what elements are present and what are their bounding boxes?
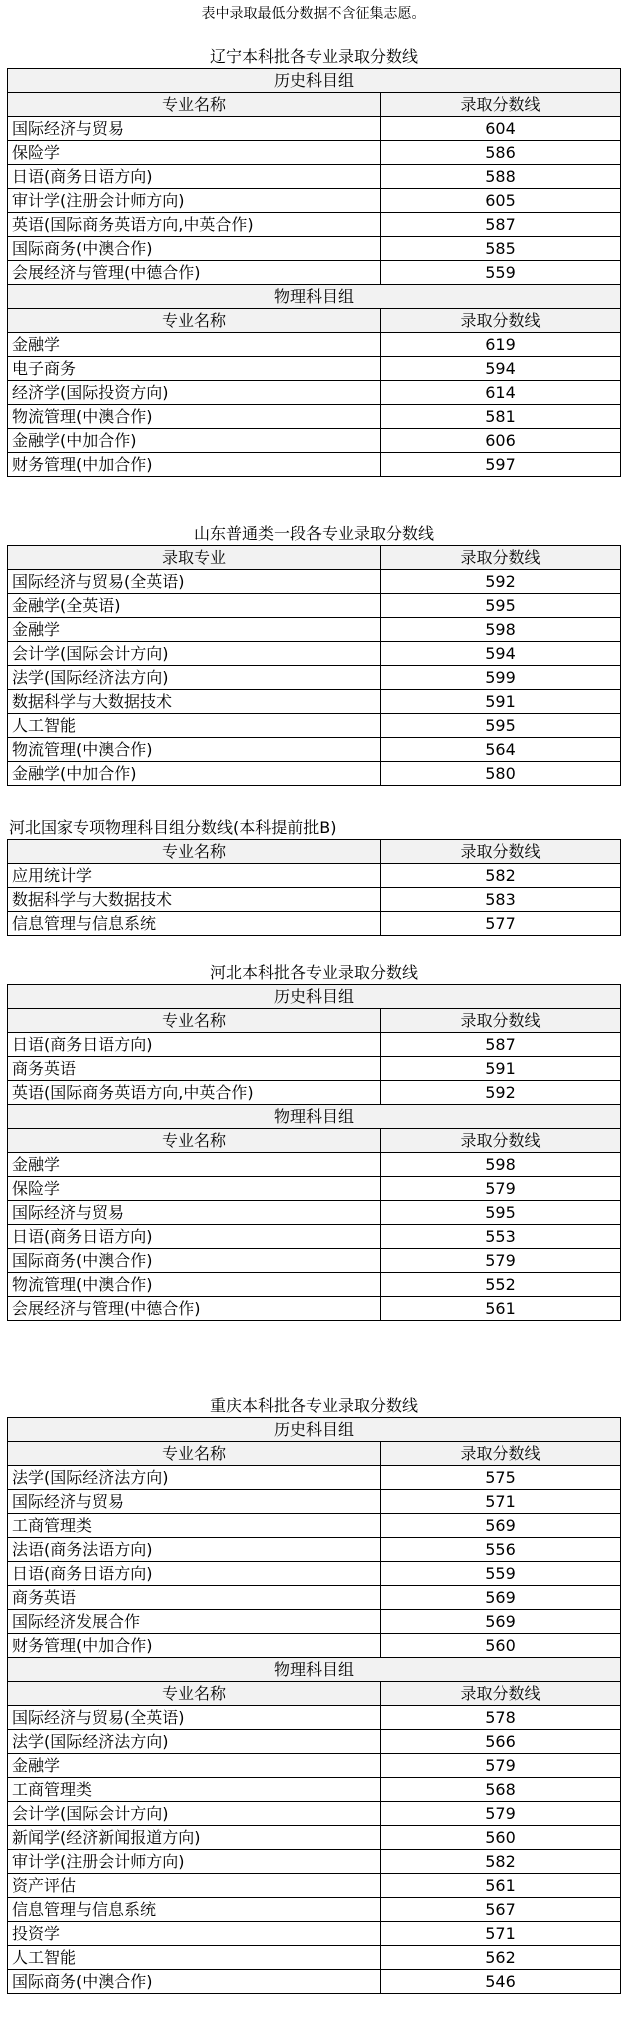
score-cell: 598 bbox=[381, 1153, 621, 1177]
major-name-cell: 英语(国际商务英语方向,中英合作) bbox=[8, 1081, 381, 1105]
major-name-cell: 国际经济与贸易(全英语) bbox=[8, 1706, 381, 1730]
score-cell: 583 bbox=[381, 888, 621, 912]
score-cell: 579 bbox=[381, 1177, 621, 1201]
score-cell: 578 bbox=[381, 1706, 621, 1730]
table-row bbox=[8, 1730, 621, 1754]
major-name-cell: 商务英语 bbox=[8, 1586, 381, 1610]
score-column-header: 录取分数线 bbox=[381, 546, 621, 570]
table-row bbox=[8, 1057, 621, 1081]
section-shandong bbox=[7, 521, 621, 786]
table-row bbox=[8, 1297, 621, 1321]
major-name-cell: 审计学(注册会计师方向) bbox=[8, 1850, 381, 1874]
section-title: 山东普通类一段各专业录取分数线 bbox=[193, 524, 434, 543]
table-row bbox=[8, 1898, 621, 1922]
major-name-cell: 国际商务(中澳合作) bbox=[8, 1249, 381, 1273]
table-row bbox=[8, 642, 621, 666]
table-row bbox=[8, 888, 621, 912]
major-name-cell: 会展经济与管理(中德合作) bbox=[8, 261, 381, 285]
score-table bbox=[7, 1417, 621, 1994]
score-cell: 592 bbox=[381, 1081, 621, 1105]
table-row bbox=[8, 141, 621, 165]
score-cell: 580 bbox=[381, 762, 621, 786]
score-cell: 591 bbox=[381, 1057, 621, 1081]
score-cell: 598 bbox=[381, 618, 621, 642]
table-row bbox=[8, 165, 621, 189]
score-cell: 577 bbox=[381, 912, 621, 936]
major-name-cell: 物流管理(中澳合作) bbox=[8, 738, 381, 762]
score-cell: 546 bbox=[381, 1970, 621, 1994]
score-cell: 597 bbox=[381, 453, 621, 477]
column-header-row bbox=[8, 1442, 621, 1466]
major-name-cell: 法学(国际经济法方向) bbox=[8, 666, 381, 690]
major-name-cell: 保险学 bbox=[8, 1177, 381, 1201]
section-liaoning bbox=[7, 44, 621, 477]
major-name-cell: 会计学(国际会计方向) bbox=[8, 1802, 381, 1826]
major-name-cell: 数据科学与大数据技术 bbox=[8, 690, 381, 714]
major-name-cell: 法学(国际经济法方向) bbox=[8, 1730, 381, 1754]
table-row bbox=[8, 1778, 621, 1802]
major-name-cell: 法学(国际经济法方向) bbox=[8, 1466, 381, 1490]
major-name-cell: 工商管理类 bbox=[8, 1778, 381, 1802]
score-cell: 587 bbox=[381, 213, 621, 237]
score-cell: 614 bbox=[381, 381, 621, 405]
score-cell: 561 bbox=[381, 1297, 621, 1321]
score-cell: 559 bbox=[381, 1562, 621, 1586]
score-table bbox=[7, 68, 621, 477]
score-cell: 619 bbox=[381, 333, 621, 357]
group-name: 物理科目组 bbox=[8, 1658, 621, 1682]
score-column-header: 录取分数线 bbox=[381, 1009, 621, 1033]
score-cell: 560 bbox=[381, 1634, 621, 1658]
section-hebei-special bbox=[7, 815, 621, 936]
score-cell: 569 bbox=[381, 1610, 621, 1634]
score-cell: 582 bbox=[381, 1850, 621, 1874]
score-column-header: 录取分数线 bbox=[381, 1442, 621, 1466]
major-name-cell: 金融学 bbox=[8, 333, 381, 357]
score-cell: 605 bbox=[381, 189, 621, 213]
major-name-cell: 英语(国际商务英语方向,中英合作) bbox=[8, 213, 381, 237]
score-cell: 575 bbox=[381, 1466, 621, 1490]
score-cell: 579 bbox=[381, 1754, 621, 1778]
score-cell: 562 bbox=[381, 1946, 621, 1970]
major-name-cell: 金融学(中加合作) bbox=[8, 429, 381, 453]
major-name-cell: 人工智能 bbox=[8, 714, 381, 738]
table-row bbox=[8, 1466, 621, 1490]
major-name-cell: 新闻学(经济新闻报道方向) bbox=[8, 1826, 381, 1850]
major-name-cell: 商务英语 bbox=[8, 1057, 381, 1081]
table-row bbox=[8, 261, 621, 285]
score-cell: 566 bbox=[381, 1730, 621, 1754]
section-chongqing bbox=[7, 1393, 621, 1994]
score-cell: 561 bbox=[381, 1874, 621, 1898]
major-name-cell: 金融学 bbox=[8, 618, 381, 642]
group-header-row bbox=[8, 69, 621, 93]
section-title: 河北国家专项物理科目组分数线(本科提前批B) bbox=[9, 818, 337, 837]
score-cell: 560 bbox=[381, 1826, 621, 1850]
score-table bbox=[7, 984, 621, 1321]
score-cell: 556 bbox=[381, 1538, 621, 1562]
score-column-header: 录取分数线 bbox=[381, 1682, 621, 1706]
table-row bbox=[8, 381, 621, 405]
major-name-cell: 国际经济与贸易 bbox=[8, 1490, 381, 1514]
major-column-header: 专业名称 bbox=[8, 840, 381, 864]
table-row bbox=[8, 594, 621, 618]
score-cell: 571 bbox=[381, 1490, 621, 1514]
table-row bbox=[8, 1946, 621, 1970]
table-row bbox=[8, 1754, 621, 1778]
major-name-cell: 应用统计学 bbox=[8, 864, 381, 888]
table-row bbox=[8, 1538, 621, 1562]
score-column-header: 录取分数线 bbox=[381, 309, 621, 333]
major-column-header: 专业名称 bbox=[8, 1682, 381, 1706]
score-cell: 594 bbox=[381, 642, 621, 666]
table-row bbox=[8, 1634, 621, 1658]
major-name-cell: 投资学 bbox=[8, 1922, 381, 1946]
table-row bbox=[8, 189, 621, 213]
group-header-row bbox=[8, 1105, 621, 1129]
score-cell: 586 bbox=[381, 141, 621, 165]
section-title: 重庆本科批各专业录取分数线 bbox=[209, 1396, 418, 1415]
table-row bbox=[8, 405, 621, 429]
table-row bbox=[8, 1153, 621, 1177]
major-name-cell: 国际经济发展合作 bbox=[8, 1610, 381, 1634]
group-header-row bbox=[8, 1418, 621, 1442]
major-name-cell: 金融学 bbox=[8, 1153, 381, 1177]
table-row bbox=[8, 213, 621, 237]
column-header-row bbox=[8, 1682, 621, 1706]
column-header-row bbox=[8, 309, 621, 333]
major-name-cell: 金融学(全英语) bbox=[8, 594, 381, 618]
table-row bbox=[8, 1201, 621, 1225]
column-header-row bbox=[8, 840, 621, 864]
score-column-header: 录取分数线 bbox=[381, 93, 621, 117]
major-name-cell: 财务管理(中加合作) bbox=[8, 453, 381, 477]
major-column-header: 专业名称 bbox=[8, 309, 381, 333]
score-cell: 579 bbox=[381, 1802, 621, 1826]
table-row bbox=[8, 1249, 621, 1273]
table-row bbox=[8, 453, 621, 477]
table-row bbox=[8, 690, 621, 714]
major-column-header: 专业名称 bbox=[8, 1442, 381, 1466]
table-row bbox=[8, 570, 621, 594]
table-row bbox=[8, 1562, 621, 1586]
table-row bbox=[8, 1970, 621, 1994]
major-name-cell: 数据科学与大数据技术 bbox=[8, 888, 381, 912]
major-column-header: 专业名称 bbox=[8, 1009, 381, 1033]
major-name-cell: 国际经济与贸易(全英语) bbox=[8, 570, 381, 594]
table-row bbox=[8, 333, 621, 357]
table-row bbox=[8, 738, 621, 762]
table-row bbox=[8, 762, 621, 786]
table-row bbox=[8, 1802, 621, 1826]
score-cell: 587 bbox=[381, 1033, 621, 1057]
major-name-cell: 国际经济与贸易 bbox=[8, 1201, 381, 1225]
major-column-header: 专业名称 bbox=[8, 93, 381, 117]
major-name-cell: 金融学(中加合作) bbox=[8, 762, 381, 786]
major-name-cell: 国际商务(中澳合作) bbox=[8, 1970, 381, 1994]
group-header-row bbox=[8, 1658, 621, 1682]
major-column-header: 录取专业 bbox=[8, 546, 381, 570]
table-row bbox=[8, 1177, 621, 1201]
table-row bbox=[8, 1874, 621, 1898]
major-name-cell: 资产评估 bbox=[8, 1874, 381, 1898]
major-name-cell: 电子商务 bbox=[8, 357, 381, 381]
score-cell: 588 bbox=[381, 165, 621, 189]
score-cell: 552 bbox=[381, 1273, 621, 1297]
major-name-cell: 会计学(国际会计方向) bbox=[8, 642, 381, 666]
major-name-cell: 金融学 bbox=[8, 1754, 381, 1778]
group-name: 历史科目组 bbox=[8, 985, 621, 1009]
column-header-row bbox=[8, 93, 621, 117]
major-name-cell: 日语(商务日语方向) bbox=[8, 1225, 381, 1249]
score-cell: 595 bbox=[381, 1201, 621, 1225]
table-row bbox=[8, 1490, 621, 1514]
table-row bbox=[8, 1514, 621, 1538]
column-header-row bbox=[8, 1009, 621, 1033]
major-name-cell: 财务管理(中加合作) bbox=[8, 1634, 381, 1658]
table-row bbox=[8, 618, 621, 642]
column-header-row bbox=[8, 1129, 621, 1153]
score-cell: 604 bbox=[381, 117, 621, 141]
score-cell: 571 bbox=[381, 1922, 621, 1946]
major-name-cell: 审计学(注册会计师方向) bbox=[8, 189, 381, 213]
score-cell: 579 bbox=[381, 1249, 621, 1273]
score-cell: 595 bbox=[381, 714, 621, 738]
column-header-row bbox=[8, 546, 621, 570]
section-title: 辽宁本科批各专业录取分数线 bbox=[209, 47, 418, 66]
table-row bbox=[8, 666, 621, 690]
score-table bbox=[7, 839, 621, 936]
score-cell: 599 bbox=[381, 666, 621, 690]
major-name-cell: 信息管理与信息系统 bbox=[8, 1898, 381, 1922]
score-cell: 592 bbox=[381, 570, 621, 594]
score-cell: 606 bbox=[381, 429, 621, 453]
table-row bbox=[8, 1610, 621, 1634]
score-cell: 594 bbox=[381, 357, 621, 381]
major-column-header: 专业名称 bbox=[8, 1129, 381, 1153]
score-cell: 569 bbox=[381, 1514, 621, 1538]
table-row bbox=[8, 1081, 621, 1105]
score-cell: 567 bbox=[381, 1898, 621, 1922]
table-row bbox=[8, 237, 621, 261]
major-name-cell: 保险学 bbox=[8, 141, 381, 165]
major-name-cell: 国际经济与贸易 bbox=[8, 117, 381, 141]
score-cell: 591 bbox=[381, 690, 621, 714]
table-row bbox=[8, 357, 621, 381]
major-name-cell: 信息管理与信息系统 bbox=[8, 912, 381, 936]
major-name-cell: 法语(商务法语方向) bbox=[8, 1538, 381, 1562]
table-row bbox=[8, 1706, 621, 1730]
table-row bbox=[8, 1586, 621, 1610]
score-cell: 564 bbox=[381, 738, 621, 762]
table-row bbox=[8, 1273, 621, 1297]
group-header-row bbox=[8, 985, 621, 1009]
group-header-row bbox=[8, 285, 621, 309]
major-name-cell: 物流管理(中澳合作) bbox=[8, 405, 381, 429]
table-row bbox=[8, 1826, 621, 1850]
section-hebei bbox=[7, 960, 621, 1321]
group-name: 物理科目组 bbox=[8, 285, 621, 309]
major-name-cell: 经济学(国际投资方向) bbox=[8, 381, 381, 405]
table-row bbox=[8, 117, 621, 141]
score-column-header: 录取分数线 bbox=[381, 1129, 621, 1153]
table-row bbox=[8, 1033, 621, 1057]
major-name-cell: 会展经济与管理(中德合作) bbox=[8, 1297, 381, 1321]
group-name: 历史科目组 bbox=[8, 69, 621, 93]
major-name-cell: 工商管理类 bbox=[8, 1514, 381, 1538]
page-note: 表中录取最低分数据不含征集志愿。 bbox=[201, 6, 426, 22]
table-row bbox=[8, 1850, 621, 1874]
table-row bbox=[8, 912, 621, 936]
score-cell: 582 bbox=[381, 864, 621, 888]
score-cell: 569 bbox=[381, 1586, 621, 1610]
table-row bbox=[8, 1225, 621, 1249]
major-name-cell: 日语(商务日语方向) bbox=[8, 165, 381, 189]
score-cell: 559 bbox=[381, 261, 621, 285]
score-cell: 585 bbox=[381, 237, 621, 261]
major-name-cell: 日语(商务日语方向) bbox=[8, 1033, 381, 1057]
table-row bbox=[8, 429, 621, 453]
group-name: 物理科目组 bbox=[8, 1105, 621, 1129]
score-cell: 568 bbox=[381, 1778, 621, 1802]
table-row bbox=[8, 1922, 621, 1946]
score-column-header: 录取分数线 bbox=[381, 840, 621, 864]
major-name-cell: 物流管理(中澳合作) bbox=[8, 1273, 381, 1297]
table-row bbox=[8, 714, 621, 738]
section-title: 河北本科批各专业录取分数线 bbox=[209, 963, 418, 982]
score-cell: 595 bbox=[381, 594, 621, 618]
table-row bbox=[8, 864, 621, 888]
score-cell: 581 bbox=[381, 405, 621, 429]
major-name-cell: 国际商务(中澳合作) bbox=[8, 237, 381, 261]
group-name: 历史科目组 bbox=[8, 1418, 621, 1442]
major-name-cell: 人工智能 bbox=[8, 1946, 381, 1970]
score-table bbox=[7, 545, 621, 786]
major-name-cell: 日语(商务日语方向) bbox=[8, 1562, 381, 1586]
score-cell: 553 bbox=[381, 1225, 621, 1249]
